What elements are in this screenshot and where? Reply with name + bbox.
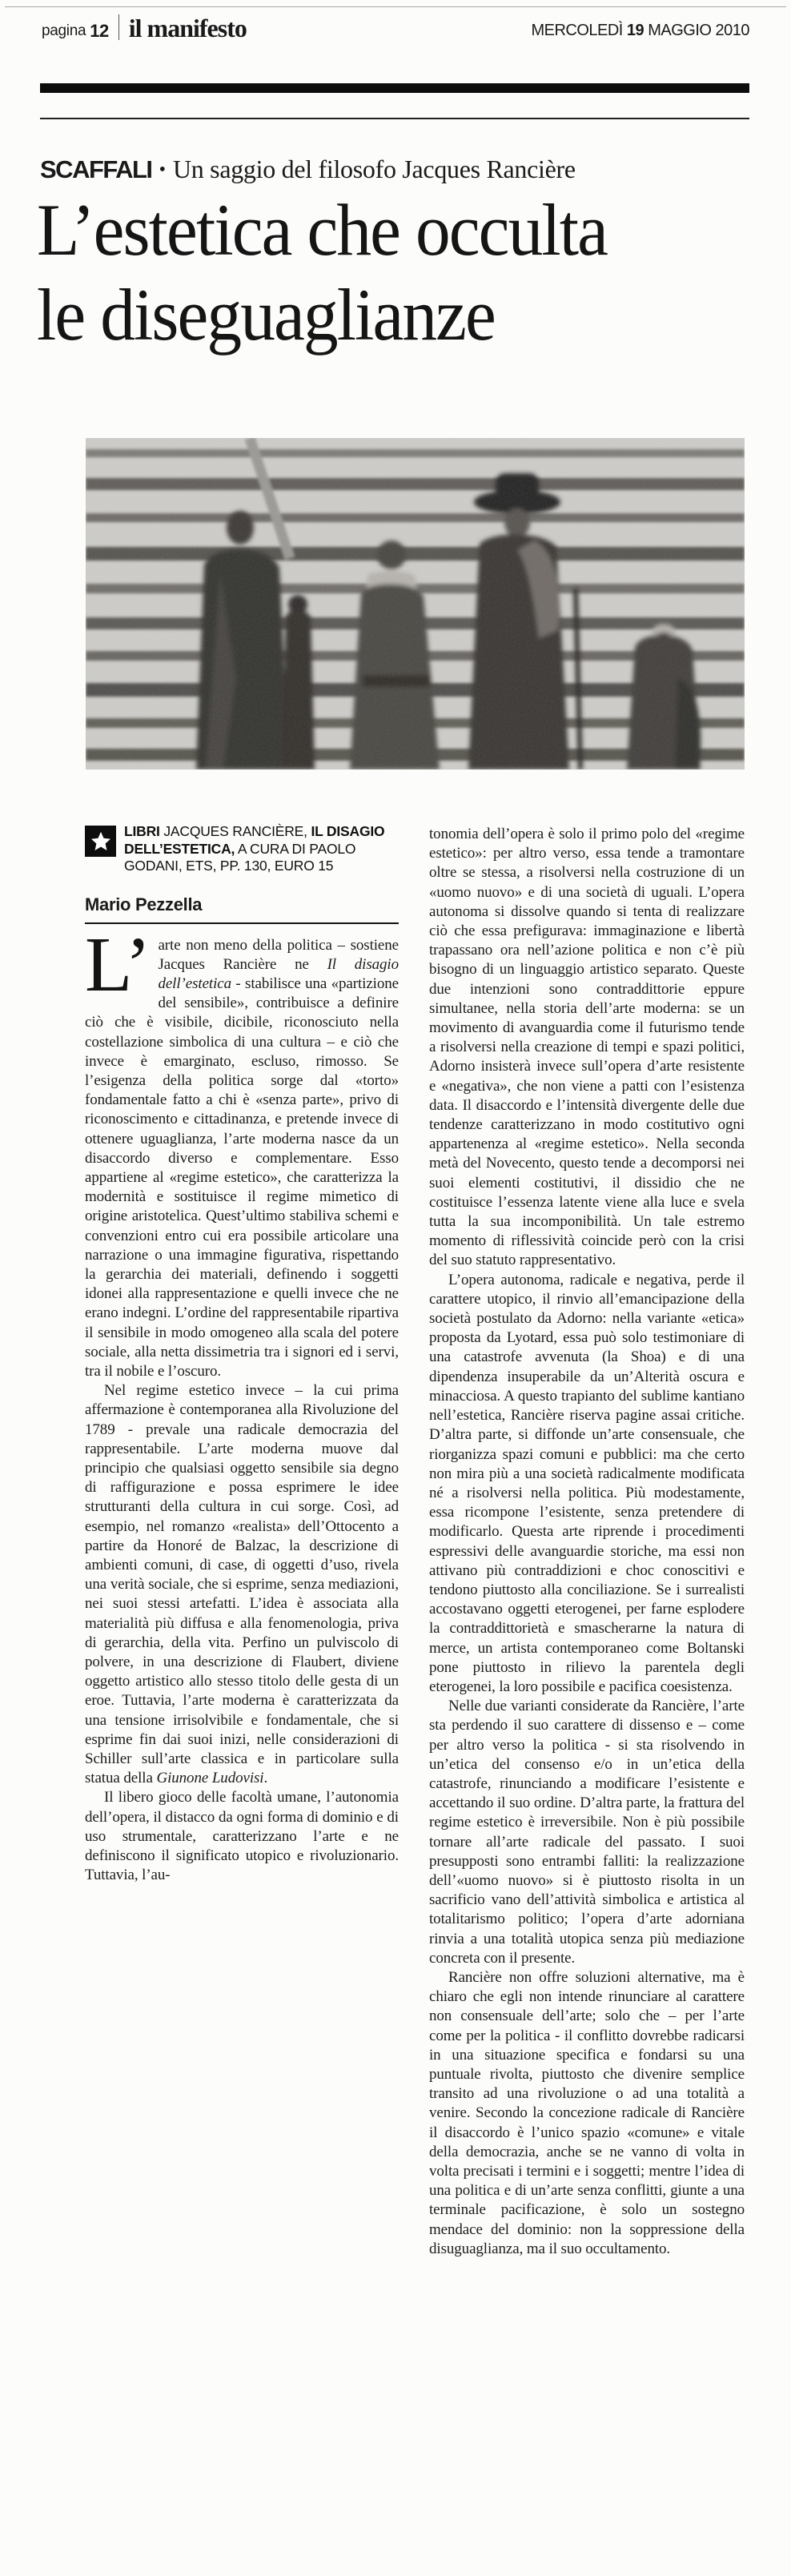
star-icon [85, 826, 116, 857]
headline-line-1: L’estetica che occulta [37, 189, 608, 271]
headline-line-2: le diseguaglianze [37, 274, 495, 356]
kicker-title: Un saggio del filosofo Jacques Rancière [172, 155, 576, 183]
page-label: pagina [42, 22, 86, 39]
text-segment: A CURA DI PAOLO GODANI, ETS, PP. 130, EURO 15 [124, 840, 356, 874]
byline: Mario Pezzella [85, 894, 399, 924]
text-segment: arte non meno della politica – sostiene Jacques Rancière ne [158, 936, 399, 973]
article-paragraph [429, 1968, 745, 2259]
article-body-left [85, 921, 399, 1886]
article-paragraph [429, 1271, 745, 1697]
header-divider [118, 14, 119, 40]
photo-illustration [86, 438, 745, 770]
text-segment: tonomia dell’opera è solo il primo polo del «regime estetico»: per altro verso, essa tende a tramontare oltre se stessa, a risolversi nella costruzione di un «uomo nuovo» e di una società di uguali. L’opera autonoma si dissolve quando si tenta di realizzare ciò che essa prefigurava: immaginazione e libertà trapassano ora nell’azione politica e non c’è più bisogno di un linguaggio artistico separato. Queste due intenzioni sono contraddittorie eppure simultanee, nella storia dell’arte moderna: se un movimento di avanguardia come il futurismo tende a risolversi nella creazione di tempi e spazi politici, Adorno insisterà invece sull’opera d’arte resistente e «negativa», che non viene a patti con l’esistenza data. Il disaccordo e l’intensità divergente delle due tendenze caratterizzano in modo costitutivo ogni appartenenza al «regime estetico». Nella seconda metà del Novecento, questo tende a decomporsi nei suoi elementi costitutivi, il dissidio che ne costituisce l’essenza latente viene alla luce e svela tutta la sua incomponibilità. Un tale estremo momento di riflessività coincide però con la crisi del suo statuto rappresentativo. [429, 826, 745, 1269]
text-segment: JACQUES RANCIÈRE, [163, 823, 311, 839]
text-segment: Il disagio dell’estetica [158, 955, 399, 992]
headline [37, 187, 789, 357]
page-number: 12 [90, 21, 109, 41]
text-segment: LIBRI [124, 823, 164, 839]
text-segment: IL DISAGIO DELL’ESTETICA, [124, 823, 385, 857]
header-left [42, 14, 247, 40]
date-weekday: MERCOLEDÌ [531, 22, 623, 39]
date-day: 19 [626, 22, 644, 39]
book-info [85, 823, 399, 875]
text-segment: Giunone Ludovisi [156, 1770, 264, 1787]
text-segment: . [263, 1770, 268, 1787]
text-segment: Nel regime estetico invece – la cui prima affermazione è contemporanea alla Rivoluzione del 1789 - prevale una radicale democrazia del rappresentabile. L’arte moderna muove dal principio che qualsiasi oggetto sensibile sia degno di raffigurazione e possa esprimere le idee strutturanti della cultura in cui sorge. Così, ad esempio, nel romanzo «realista» dell’Ottocento a partire da Honoré de Balzac, la descrizione di ambienti comuni, di case, di oggetti d’uso, rivela una verità sociale, che si esprime, senza mediazioni, nei suoi stessi artefatti. L’idea è associata alla materialità più diffusa e alla fenomenologia, priva di gerarchia, della vita. Perfino un pulviscolo di polvere, in una descrizione di Flaubert, diviene oggetto artistico allo stesso titolo delle gesta di un eroe. Tuttavia, l’arte moderna è caratterizzata da una tensione irrisolvibile e fondamentale, che si esprime fin dai suoi inizi, nelle considerazioni di Schiller sull’arte classica e in particolare sulla statua della [85, 1382, 399, 1787]
article-paragraph [429, 1697, 745, 1968]
page-header [42, 14, 749, 40]
column-right [429, 825, 745, 2259]
text-segment: Nelle due varianti considerate da Rancière, l’arte sta perdendo il suo carattere di dissenso e – come per altro verso la politica - si sta risolvendo in un’etica del consenso e/o in un’etica della catastrofe, rinunciando a modificare l’esistente e accettando il suo ordine. D’altra parte, la frattura del regime estetico è irreversibile. Non è più possibile tornare all’arte radicale del passato. I suoi presupposti sono entrambi falliti: la realizzazione dell’«uomo nuovo» si è piuttosto risolta in un sacrificio vano dell’attività simbolica e artistica al totalitarismo politico; l’opera d’arte adorniana rinvia a una totalità utopica senza più mediazione concreta con il presente. [429, 1698, 745, 1967]
date-rest: MAGGIO 2010 [648, 22, 749, 39]
article-photo [86, 438, 745, 770]
header-rule-thin [40, 118, 749, 119]
drop-cap: L’ [85, 921, 151, 1007]
bullet-icon: • [159, 159, 166, 180]
article-paragraph [85, 921, 399, 1382]
kicker [40, 155, 576, 184]
text-segment: - stabilisce una «partizione del sensibile», contribuisce a definire ciò che è visibile, dicibile, riconosciuto nella costellazione simbolica di una cultura – e ciò che invece è emarginato, escluso, rimosso. Se l’esigenza della politica sorge dal «torto» fondamentale fatto a chi è «senza parte», privo di riconoscimento e cittadinanza, e pretende invece di ottenere uguaglianza, l’arte moderna nasce da un disaccordo diverso e complementare. Esso appartiene al «regime estetico», che caratterizza la modernità e sostituisce il regime mimetico di origine aristotelica. Quest’ultimo stabiliva schemi e convenzioni entro cui era possibile articolare una narrazione o una immagine figurativa, rispettando la gerarchia dei materiali, definendo i soggetti idonei alla rappresentazione e quelli invece che ne erano indegni. L’ordine del rappresentabile ripartiva il sensibile in modo omogeneo alla scala del potere sociale, alla netta dissimetria tra i signori ed i servi, tra il nobile e l’oscuro. [85, 975, 399, 1380]
book-caption [124, 823, 384, 874]
text-segment: L’opera autonoma, radicale e negativa, perde il carattere utopico, il rinvio all’emancipazione della società postulato da Adorno: nella variante «etica» proposta da Lyotard, essa può solo testimoniare di una catastrofe avvenuta (la Shoa) e di una dipendenza insuperabile da un’Alterità oscura e minacciosa. A questo trapianto del sublime kantiano nell’estetica, Rancière riserva pagine assai critiche. D’altra parte, si diffonde un’arte consensuale, che riorganizza spazi comuni e pubblici: ma che certo non mira più a una società radicalmente modificata né a risolversi nella politica. Più modestamente, essa ricompone l’esistente, senza pretendere di modificarlo. Questa arte riprende i procedimenti espressivi delle avanguardie storiche, ma essi non attivano più contraddizioni e choc conoscitivi e tendono piuttosto alla conciliazione. Se i surrealisti accostavano oggetti eterogenei, per farne esplodere la contraddittorietà e smascherarne la natura di merce, un artista contemporaneo come Boltanski pone piuttosto in rilievo la parentela degli eterogenei, la loro possibile e pacifica coesistenza. [429, 1271, 745, 1695]
text-segment: Il libero gioco delle facoltà umane, l’autonomia dell’opera, il distacco da ogni forma di dominio e di uso strumentale, caratterizzano l’arte e ne definiscono il significato utopico e rivoluzionario. Tuttavia, l’au- [85, 1789, 399, 1884]
kicker-section: SCAFFALI [40, 155, 152, 183]
article-paragraph [85, 1381, 399, 1788]
header-rule-thick [40, 83, 749, 93]
masthead: il manifesto [128, 14, 247, 42]
article-paragraph [85, 1788, 399, 1885]
date-line [531, 22, 749, 40]
column-left [85, 823, 399, 1885]
article-paragraph [429, 825, 745, 1271]
text-segment: Rancière non offre soluzioni alternative, ma è chiaro che egli non intende rinunciare al carattere non consensuale dell’arte; solo che – per l’arte come per la politica - il conflitto dovrebbe radicarsi in una situazione specifica e fondarsi su una puntuale rivolta, piuttosto che divenire semplice transito ad una rivoluzione o ad una totalità a venire. Secondo la concezione radicale di Rancière il disaccordo è l’unico spazio «comune» e vitale della democrazia, anche se ne vanno di volta in volta precisati i termini e i soggetti; mentre l’idea di una politica e di un’arte senza conflitti, giunte a una terminale pacificazione, è solo un sostegno mendace del dominio: non la soppressione della disuguaglianza, ma il suo occultamento. [429, 1968, 745, 2257]
top-hairline-rule [5, 6, 786, 7]
